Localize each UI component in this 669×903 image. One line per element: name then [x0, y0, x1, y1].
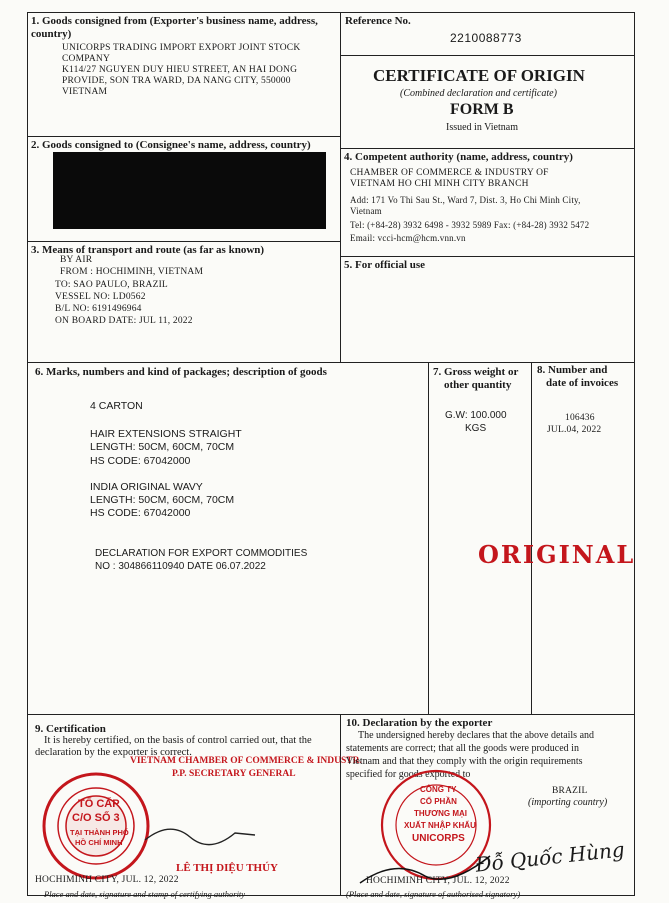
box7-heading-1: 7. Gross weight or [433, 366, 519, 378]
box8-heading-2: date of invoices [546, 377, 619, 389]
importing-country-value: BRAZIL [552, 786, 588, 796]
box6-heading: 6. Marks, numbers and kind of packages; description of goods [35, 366, 327, 378]
divider-box9 [27, 714, 635, 715]
box1-heading: 1. Goods consigned from (Exporter's business name, address, country) [31, 15, 318, 40]
item1-line-2: LENGTH: 50CM, 60CM, 70CM [90, 441, 235, 453]
certificate-title: CERTIFICATE OF ORIGIN [373, 66, 585, 85]
box5-heading: 5. For official use [344, 259, 426, 271]
stamp-text-4: HỒ CHÍ MINH [75, 838, 123, 847]
divider-box7 [428, 362, 429, 714]
stamp-text-3: TẠI THÀNH PHỐ [70, 828, 129, 837]
box9-text-2: declaration by the exporter is correct. [35, 747, 192, 758]
box10-text-4: specified for goods exported to [346, 769, 471, 780]
divider-ref [340, 55, 635, 56]
box9-text-1: It is hereby certified, on the basis of control carried out, that the [44, 735, 312, 746]
box1-company: UNICORPS TRADING IMPORT EXPORT JOINT STOCK COMPANY [62, 43, 301, 64]
box2-heading: 2. Goods consigned to (Consignee's name, address, country) [31, 139, 311, 151]
item2-line-3: HS CODE: 67042000 [90, 507, 191, 519]
original-stamp: ORIGINAL [478, 540, 636, 569]
box10-heading: 10. Declaration by the exporter [346, 717, 493, 729]
certifier-title: P.P. SECRETARY GENERAL [172, 769, 296, 779]
divider-box5 [340, 256, 635, 257]
gross-weight: G.W: 100.000 [445, 410, 507, 421]
invoice-number: 106436 [565, 413, 595, 423]
box3-heading: 3. Means of transport and route (as far as known) [31, 244, 265, 256]
invoice-date: JUL.04, 2022 [547, 425, 602, 435]
exporter-footer: (Place and date, signature of authorised signatory) [346, 889, 521, 899]
exporter-stamp-1: CÔNG TY [420, 785, 457, 794]
box4-line-6: Email: vcci-hcm@hcm.vnn.vn [350, 233, 466, 243]
divider-box1 [27, 136, 340, 137]
box1-address-1: K114/27 NGUYEN DUY HIEU STREET, AN HAI DONG [62, 65, 298, 75]
certifier-round-stamp [40, 770, 152, 882]
exporter-stamp-4: XUẤT NHẬP KHẨU [404, 821, 476, 830]
divider-box4 [340, 148, 635, 149]
box9-heading: 9. Certification [35, 723, 106, 735]
exporter-stamp-5: UNICORPS [412, 833, 465, 844]
certifier-org: VIETNAM CHAMBER OF COMMERCE & INDUSTR. [130, 756, 362, 766]
exporter-stamp-2: CỔ PHẦN [420, 797, 457, 806]
importing-country-label: (importing country) [528, 797, 608, 808]
exporter-signature: Đỗ Quốc Hùng [474, 837, 626, 877]
carton-count: 4 CARTON [90, 400, 143, 412]
exporter-stamp-3: THƯƠNG MẠI [414, 809, 468, 818]
box1-address-2: PROVIDE, SON TRA WARD, DA NANG CITY, 550000 [62, 76, 291, 86]
box8-heading-1: 8. Number and [537, 364, 608, 376]
box1-address-3: VIETNAM [62, 87, 108, 97]
item1-line-3: HS CODE: 67042000 [90, 455, 191, 467]
item2-line-1: INDIA ORIGINAL WAVY [90, 481, 203, 493]
transport-line-6: ON BOARD DATE: JUL 11, 2022 [55, 316, 193, 326]
box10-text-1: The undersigned hereby declares that the above details and [358, 730, 595, 741]
declaration-line-2: NO : 304866110940 DATE 06.07.2022 [95, 561, 266, 572]
certifier-signature [140, 815, 260, 855]
divider-box2 [27, 241, 340, 242]
box4-heading: 4. Competent authority (name, address, country) [344, 151, 573, 163]
box4-line-3: Add: 171 Vo Thi Sau St., Ward 7, Dist. 3, Ho Chi Minh City, [350, 195, 581, 205]
divider-box10 [340, 714, 341, 896]
item2-line-2: LENGTH: 50CM, 60CM, 70CM [90, 494, 235, 506]
box4-line-1: CHAMBER OF COMMERCE & INDUSTRY OF [350, 168, 549, 178]
stamp-text-2: C/O SỐ 3 [72, 812, 120, 824]
reference-label: Reference No. [345, 15, 411, 27]
transport-line-1: BY AIR [60, 255, 93, 265]
divider-box8 [531, 362, 532, 714]
box4-line-4: Vietnam [350, 206, 382, 216]
consignee-redaction [53, 152, 326, 229]
box10-text-2: statements are correct; that all the goods were produced in [346, 743, 579, 754]
stamp-text-1: TỔ CẤP [78, 798, 120, 810]
transport-line-5: B/L NO: 6191496964 [55, 304, 142, 314]
gross-weight-unit: KGS [465, 423, 487, 434]
divider-main-vertical [340, 12, 341, 362]
transport-line-2: FROM : HOCHIMINH, VIETNAM [60, 267, 204, 277]
box10-text-3: Vietnam and that they comply with the origin requirements [346, 756, 583, 767]
item1-line-1: HAIR EXTENSIONS STRAIGHT [90, 428, 242, 440]
reference-number: 2210088773 [450, 31, 522, 45]
certifier-signer-name: LÊ THỊ DIỆU THÚY [176, 862, 278, 874]
declaration-line-1: DECLARATION FOR EXPORT COMMODITIES [95, 548, 308, 559]
certificate-subtitle: (Combined declaration and certificate) [400, 88, 557, 99]
box4-line-5: Tel: (+84-28) 3932 6498 - 3932 5989 Fax: (+84-28) 3932 5472 [350, 220, 590, 230]
issued-in: Issued in Vietnam [446, 122, 518, 133]
exporter-place-date: HOCHIMINH CITY, JUL. 12, 2022 [366, 876, 510, 886]
box4-line-2: VIETNAM HO CHI MINH CITY BRANCH [350, 179, 529, 189]
box7-heading-2: other quantity [444, 379, 512, 391]
certifier-place-date: HOCHIMINH CITY, JUL. 12, 2022 [35, 875, 179, 885]
form-label: FORM B [450, 101, 514, 118]
divider-box6 [27, 362, 635, 363]
certifier-footer: Place and date, signature and stamp of certifying authority [44, 889, 246, 899]
transport-line-3: TO: SAO PAULO, BRAZIL [55, 280, 168, 290]
transport-line-4: VESSEL NO: LD0562 [55, 292, 146, 302]
